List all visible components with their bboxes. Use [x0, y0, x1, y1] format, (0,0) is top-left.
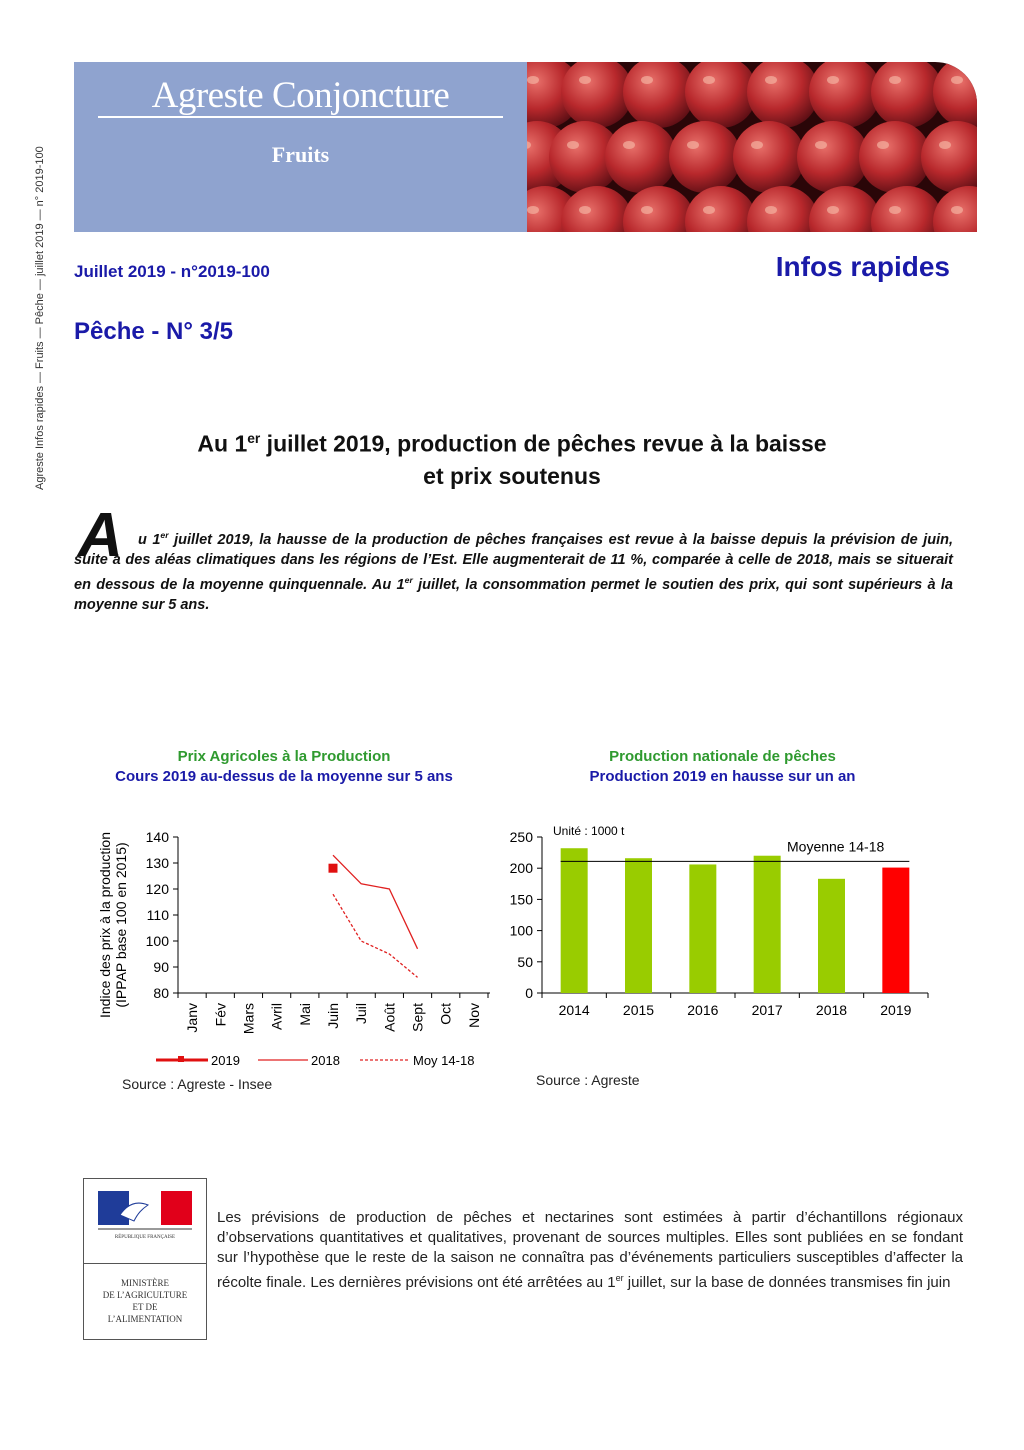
ministry-name	[84, 1277, 206, 1325]
ministry-line-4: L’ALIMENTATION	[107, 1314, 183, 1324]
peach-highlight-2-5	[827, 206, 839, 214]
production-chart-titles	[520, 747, 925, 787]
production-x-tick-label: 2018	[815, 1002, 848, 1018]
price-x-tick-label: Juil	[353, 1003, 370, 1025]
logo-republique-text: RÉPUBLIQUE FRANÇAISE	[114, 1235, 176, 1240]
legend-2018-label: 2018	[311, 1053, 340, 1068]
production-bar-2015	[625, 858, 652, 993]
lead-paragraph	[74, 525, 953, 615]
price-y-tick-label: 100	[145, 933, 169, 949]
peach-highlight-1-5	[815, 141, 827, 149]
headline-line2: et prix soutenus	[423, 462, 601, 489]
peach-highlight-0-6	[889, 76, 901, 84]
peach-highlight-2-6	[889, 206, 901, 214]
legend-2019-marker	[178, 1056, 184, 1062]
peach-highlight-2-3	[703, 206, 715, 214]
lead-text-1: u 1	[138, 531, 161, 548]
headline-text-cont: juillet 2019, production de pêches revue à la baisse	[260, 430, 827, 457]
price-x-tick-label: Juin	[325, 1003, 341, 1029]
peach-highlight-1-2	[623, 141, 635, 149]
peach-highlight-1-6	[877, 141, 889, 149]
ministry-line-3: ET DE	[132, 1302, 158, 1312]
price-x-tick-label: Fév	[212, 1003, 229, 1027]
price-x-tick-label: Avril	[268, 1003, 285, 1030]
price-y-tick-label: 90	[153, 959, 169, 975]
peach-highlight-1-7	[939, 141, 951, 149]
legend-2019-label: 2019	[211, 1053, 240, 1068]
ministry-line-1: MINISTÈRE	[121, 1278, 169, 1288]
peach-1-6	[859, 121, 931, 193]
peach-highlight-2-7	[951, 206, 963, 214]
price-x-tick-label: Mai	[296, 1003, 313, 1026]
price-x-tick-label: Mars	[240, 1003, 257, 1035]
peach-highlight-0-0	[527, 76, 539, 84]
production-y-tick-label: 100	[509, 922, 533, 939]
unit-label: Unité : 1000 t	[553, 824, 625, 838]
production-chart-title: Production nationale de pêches	[609, 748, 836, 765]
legend-moy-label: Moy 14-18	[413, 1053, 475, 1068]
peach-highlight-0-5	[827, 76, 839, 84]
price-y-axis-label-1: Indice des prix à la production	[97, 832, 113, 1018]
brand-title: Agreste Conjoncture	[151, 75, 450, 116]
production-y-tick-label: 0	[525, 985, 533, 1001]
production-bar-2017	[754, 856, 781, 993]
issue-date: Juillet 2019 - n°2019-100	[74, 262, 270, 281]
peach-1-4	[733, 121, 805, 193]
average-label: Moyenne 14-18	[787, 838, 885, 855]
production-x-tick-label: 2014	[558, 1002, 590, 1018]
brand-subtitle: Fruits	[271, 142, 330, 167]
peach-highlight-0-2	[641, 76, 653, 84]
peach-highlight-1-4	[751, 141, 763, 149]
series-2019-point	[329, 864, 338, 873]
drop-cap: A	[78, 501, 123, 570]
production-bar-chart	[500, 815, 930, 1045]
lead-sup-1: er	[160, 530, 169, 540]
price-chart-source: Source : Agreste - Insee	[122, 1076, 273, 1092]
price-y-tick-label: 130	[145, 855, 169, 871]
lead-text-3: juillet, la consommation permet le soutien des prix, qui sont supérieurs à la moyenne sur 5 ans.	[74, 576, 953, 613]
publication-badge: Infos rapides	[775, 251, 950, 282]
price-x-tick-label: Oct	[437, 1003, 454, 1025]
note-text-end: juillet, sur la base de données transmises fin juin	[623, 1274, 951, 1291]
headline	[74, 423, 950, 492]
peaches-photo	[527, 62, 977, 232]
price-chart-subtitle: Cours 2019 au-dessus de la moyenne sur 5 ans	[115, 768, 453, 785]
production-chart-source: Source : Agreste	[536, 1072, 640, 1088]
logo-divider	[84, 1263, 206, 1264]
lead-text-2: juillet 2019, la hausse de la production de pêches françaises est revue à la baisse depuis la prévision de juin, suite à des aléas climatiques dans les régions de l’Est. Elle augmenterait de 11 %, comparée à celle de 2018, mais se situerait en dessous de la moyenne quinquennale. Au 1	[74, 531, 953, 593]
price-x-tick-label: Janv	[184, 1003, 201, 1033]
price-x-tick-label: Août	[381, 1003, 398, 1032]
production-x-tick-label: 2015	[622, 1002, 655, 1018]
side-running-header: Agreste Infos rapides — Fruits — Pêche — juillet 2019 — n° 2019-100	[34, 146, 46, 490]
production-y-tick-label: 250	[509, 829, 533, 845]
marianne-flag-icon	[98, 1191, 192, 1231]
production-x-tick-label: 2017	[751, 1002, 783, 1018]
ministry-logo	[83, 1178, 207, 1340]
peach-highlight-1-3	[687, 141, 699, 149]
peach-highlight-1-1	[567, 141, 579, 149]
production-bar-2016	[689, 864, 716, 993]
production-bar-2018	[818, 879, 845, 993]
peach-highlight-0-1	[579, 76, 591, 84]
series-title: Pêche - N° 3/5	[74, 318, 233, 345]
headline-text: Au 1	[197, 430, 248, 457]
production-y-tick-label: 150	[509, 891, 533, 908]
production-y-tick-label: 200	[509, 860, 533, 877]
peach-1-3	[669, 121, 741, 193]
production-x-tick-label: 2016	[687, 1002, 719, 1018]
series-2018-line	[333, 855, 418, 949]
price-y-tick-label: 110	[146, 907, 169, 923]
note-sup: er	[615, 1273, 624, 1283]
production-y-tick-label: 50	[517, 953, 533, 970]
peach-highlight-2-0	[527, 206, 539, 214]
brand-underline	[98, 116, 503, 118]
peach-highlight-0-4	[765, 76, 777, 84]
peach-highlight-2-4	[765, 206, 777, 214]
lead-sup-2: er	[404, 574, 413, 585]
peach-1-5	[797, 121, 869, 193]
peach-highlight-0-7	[951, 76, 963, 84]
header-banner	[74, 62, 527, 232]
price-line-chart	[90, 815, 490, 1075]
production-chart-subtitle: Production 2019 en hausse sur un an	[589, 768, 856, 785]
production-bar-2014	[561, 848, 588, 993]
price-x-tick-label: Sept	[409, 1003, 426, 1032]
price-y-tick-label: 80	[153, 985, 169, 1001]
price-chart-titles	[74, 747, 494, 787]
price-y-tick-label: 140	[145, 829, 169, 845]
series-moy-14-18-line	[333, 894, 418, 977]
note-text: Les prévisions de production de pêches et nectarines sont estimées à partir d’échantillons régionaux d’observations quantitatives et qualitatives, provenant de sources multiples. Elles sont publiées en se fondant sur l’hypothèse que le reste de la saison ne connaîtra pas d’événements particuliers susceptibles d’affecter la récolte finale. Les dernières prévisions ont été arrêtées au 1	[217, 1209, 963, 1291]
price-x-tick-label: Nov	[465, 1003, 482, 1028]
price-y-tick-label: 120	[145, 881, 169, 897]
peach-1-2	[605, 121, 677, 193]
price-y-axis-label-2: (IPPAP base 100 en 2015)	[113, 842, 129, 1008]
peach-highlight-0-3	[703, 76, 715, 84]
headline-sup: er	[247, 431, 261, 446]
production-bar-2019	[882, 868, 909, 993]
methodology-note	[217, 1208, 963, 1293]
production-x-tick-label: 2019	[880, 1002, 912, 1018]
ministry-line-2: DE L’AGRICULTURE	[102, 1290, 188, 1300]
price-chart-title: Prix Agricoles à la Production	[177, 748, 391, 765]
peach-highlight-2-1	[579, 206, 591, 214]
peach-highlight-2-2	[641, 206, 653, 214]
